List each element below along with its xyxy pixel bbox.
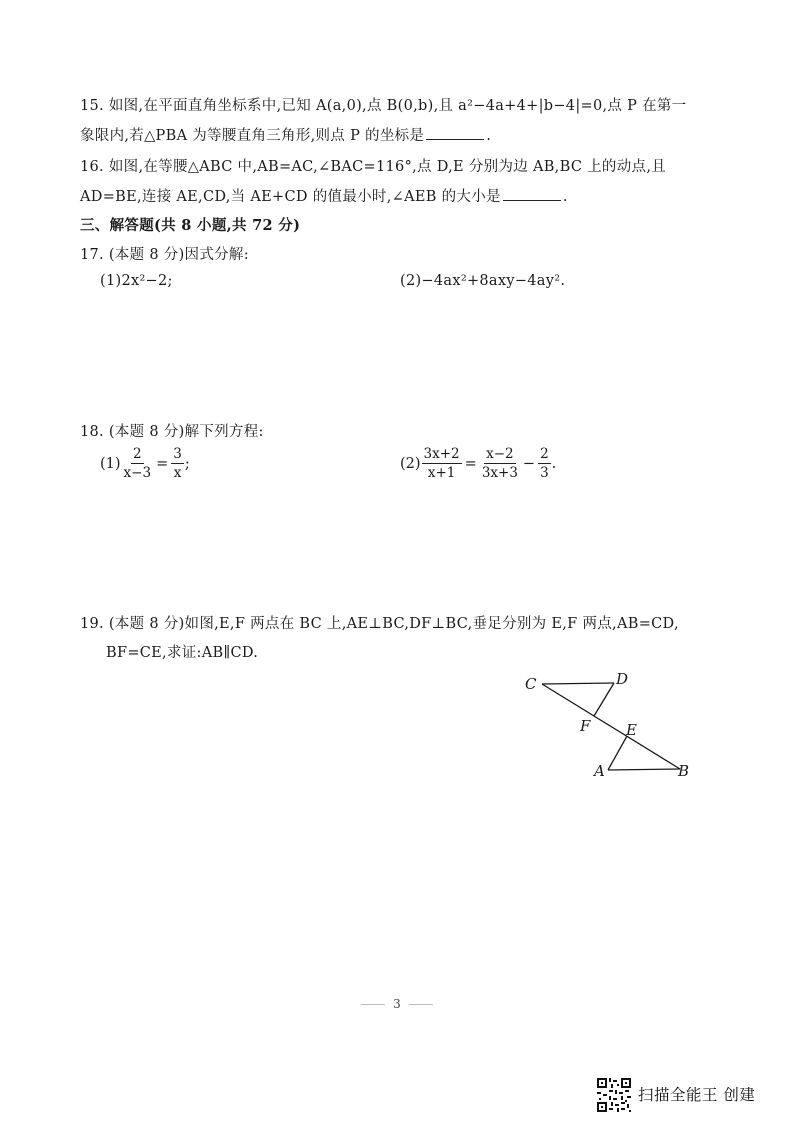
q18-part2-end: .	[551, 455, 557, 472]
fraction-numerator: x−2	[486, 446, 514, 462]
segment-cb	[542, 684, 680, 769]
q16-line1: 16. 如图,在等腰△ABC 中,AB=AC,∠BAC=116°,点 D,E 分别为边 AB,BC 上的动点,且	[80, 159, 667, 175]
q17-part2: (2)−4ax²+8axy−4ay².	[400, 273, 566, 289]
segment-cd	[542, 683, 614, 684]
page-number-dash-left	[361, 1004, 385, 1005]
q19-line1: 19. (本题 8 分)如图,E,F 两点在 BC 上,AE⊥BC,DF⊥BC,垂足分别为 E,F 两点,AB=CD,	[80, 616, 679, 632]
qr-code-icon	[597, 1078, 631, 1112]
fraction-numerator: 2	[540, 446, 549, 462]
q18-part2-label: (2)	[400, 455, 421, 472]
q15-line2-text: 象限内,若△PBA 为等腰直角三角形,则点 P 的坐标是	[80, 128, 425, 144]
label-f: F	[580, 717, 591, 735]
q18-part1-end: ;	[184, 455, 190, 472]
q15-answer-blank	[426, 125, 484, 140]
page-number-dash-right	[409, 1004, 433, 1005]
segment-ae	[608, 736, 627, 770]
fraction-numerator: 3	[173, 446, 182, 462]
fraction-denominator: x	[173, 465, 182, 481]
page-number	[0, 997, 794, 1011]
equals-sign: =	[156, 455, 169, 472]
q17-part1: (1)2x²−2;	[100, 273, 173, 289]
fraction-denominator: 3	[540, 465, 549, 481]
label-d: D	[616, 670, 629, 688]
q18-part2-fraction-2	[480, 446, 520, 481]
q19-line2: BF=CE,求证:AB∥CD.	[106, 645, 259, 661]
q18-part1-lhs-fraction	[122, 446, 154, 481]
q18-part2-fraction-3	[538, 446, 551, 481]
q16-line2-text: AD=BE,连接 AE,CD,当 AE+CD 的值最小时,∠AEB 的大小是	[80, 189, 501, 205]
label-a: A	[594, 762, 605, 780]
q18-part2-equation	[400, 446, 556, 481]
q18-part1-label: (1)	[100, 455, 121, 472]
section-3-heading: 三、解答题(共 8 小题,共 72 分)	[80, 217, 301, 234]
q18-part1-equation	[100, 446, 190, 481]
page-number-value: 3	[393, 997, 401, 1011]
q17-stem: 17. (本题 8 分)因式分解:	[80, 247, 249, 263]
fraction-numerator: 3x+2	[423, 446, 460, 462]
q15-line2-end: .	[486, 128, 492, 144]
fraction-numerator: 2	[133, 446, 142, 462]
label-b: B	[678, 762, 690, 780]
fraction-denominator: x+1	[427, 465, 456, 481]
segment-df	[594, 683, 614, 716]
label-e: E	[626, 721, 637, 739]
q16-answer-blank	[503, 186, 561, 201]
fraction-denominator: x−3	[123, 465, 152, 481]
q16-line2-end: .	[562, 189, 568, 205]
minus-sign: −	[522, 455, 536, 472]
q18-part1-rhs-fraction	[171, 446, 184, 481]
q18-stem: 18. (本题 8 分)解下列方程:	[80, 424, 264, 440]
label-c: C	[525, 675, 537, 693]
q15-line1: 15. 如图,在平面直角坐标系中,已知 A(a,0),点 B(0,b),且 a²−4a+4+|b−4|=0,点 P 在第一	[80, 98, 687, 114]
fraction-denominator: 3x+3	[481, 465, 518, 481]
q16-line2	[80, 185, 568, 206]
segment-ab	[608, 769, 680, 770]
q18-part2-fraction-1	[422, 446, 462, 481]
scanner-brand-text: 扫描全能王 创建	[638, 1086, 756, 1104]
equals-sign: =	[464, 455, 477, 472]
q15-line2	[80, 124, 491, 145]
q19-geometry-figure	[520, 664, 700, 784]
